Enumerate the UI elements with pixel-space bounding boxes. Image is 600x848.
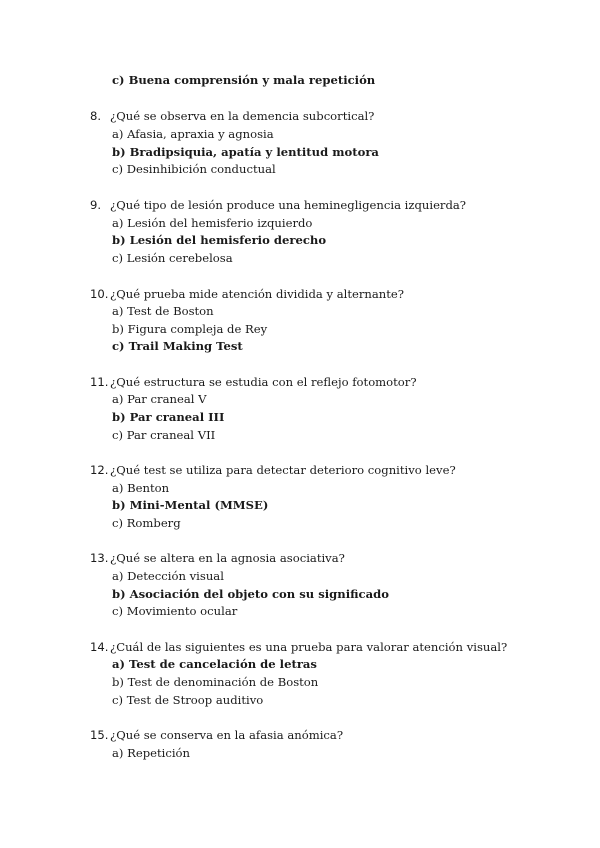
answer-option: c) Lesión cerebelosa — [112, 251, 233, 265]
question-text: ¿Qué se altera en la agnosia asociativa? — [110, 551, 345, 565]
answer-option-correct: b) Par craneal III — [112, 410, 225, 424]
question-text: ¿Qué prueba mide atención dividida y alternante? — [110, 287, 404, 301]
answer-option: c) Movimiento ocular — [112, 604, 238, 618]
answer-line: c) Buena comprensión y mala repetición — [112, 73, 376, 87]
answer-option: c) Romberg — [112, 516, 181, 530]
question-number: 12. — [90, 463, 109, 477]
answer-option: a) Detección visual — [112, 569, 224, 583]
answer-option-correct: c) Trail Making Test — [112, 339, 243, 353]
question-text: ¿Qué estructura se estudia con el reflejo fotomotor? — [110, 375, 417, 389]
question-number: 10. — [90, 287, 109, 301]
answer-option-correct: b) Lesión del hemisferio derecho — [112, 233, 327, 247]
question-number: 13. — [90, 551, 109, 565]
answer-option: a) Afasia, apraxia y agnosia — [112, 127, 274, 141]
question-number: 14. — [90, 640, 109, 654]
question-text: ¿Qué test se utiliza para detectar deterioro cognitivo leve? — [110, 463, 456, 477]
question-text: ¿Qué tipo de lesión produce una heminegligencia izquierda? — [110, 198, 467, 212]
question-text: ¿Qué se conserva en la afasia anómica? — [110, 728, 344, 742]
question-text: ¿Qué se observa en la demencia subcortical? — [110, 109, 375, 123]
question-number: 8. — [90, 109, 102, 123]
question-number: 9. — [90, 198, 102, 212]
question-number: 15. — [90, 728, 109, 742]
answer-option: c) Desinhibición conductual — [112, 162, 276, 176]
answer-option: a) Par craneal V — [112, 392, 207, 406]
answer-option: a) Lesión del hemisferio izquierdo — [112, 216, 313, 230]
answer-option-correct: a) Test de cancelación de letras — [112, 657, 317, 671]
answer-option-correct: b) Bradipsiquia, apatía y lentitud motora — [112, 145, 379, 159]
answer-option: b) Figura compleja de Rey — [112, 322, 268, 336]
answer-option: c) Test de Stroop auditivo — [112, 693, 264, 707]
answer-option-correct: b) Mini-Mental (MMSE) — [112, 498, 269, 512]
answer-option: c) Par craneal VII — [112, 428, 216, 442]
answer-option: b) Test de denominación de Boston — [112, 675, 319, 689]
answer-option-correct: b) Asociación del objeto con su significado — [112, 587, 389, 601]
answer-option: a) Benton — [112, 481, 170, 495]
answer-option: a) Repetición — [112, 746, 191, 760]
answer-option: a) Test de Boston — [112, 304, 214, 318]
question-text: ¿Cuál de las siguientes es una prueba para valorar atención visual? — [110, 640, 508, 654]
question-number: 11. — [90, 375, 109, 389]
